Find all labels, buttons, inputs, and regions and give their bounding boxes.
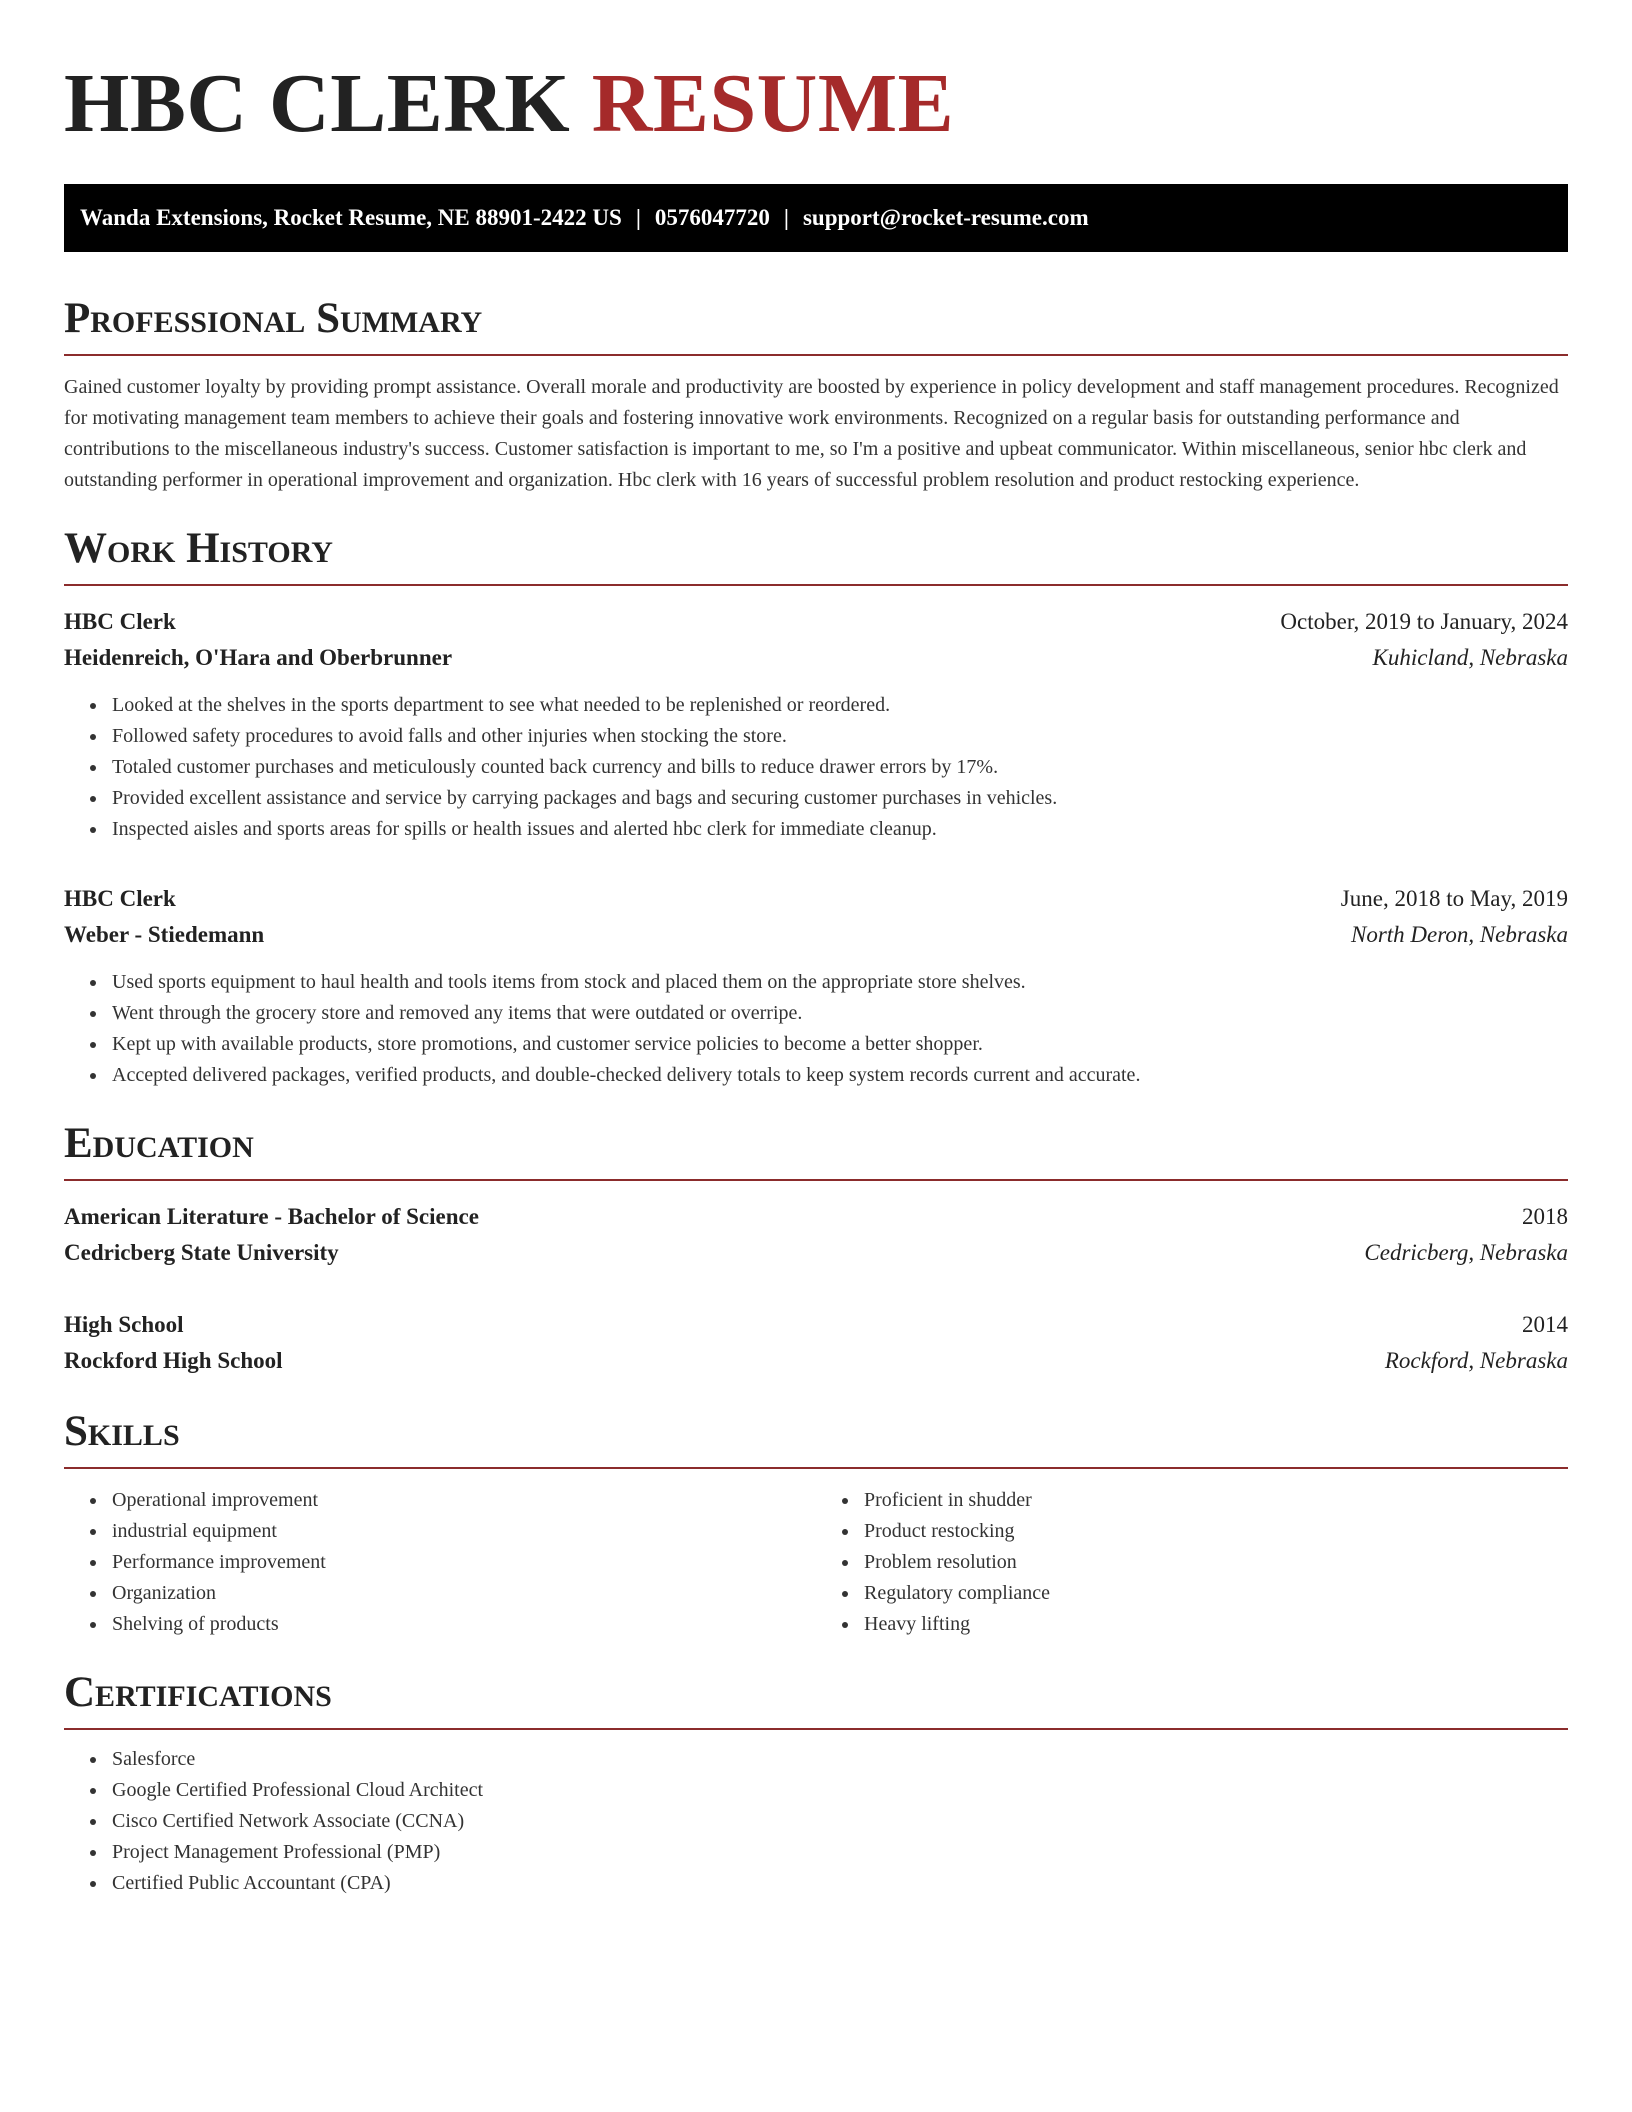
job-location: Kuhicland, Nebraska bbox=[1372, 645, 1568, 670]
job-bullet: • Followed safety procedures to avoid falls and other injuries when stocking the store. bbox=[108, 721, 1568, 752]
certification-item: • Project Management Professional (PMP) bbox=[108, 1837, 1568, 1868]
job-entry bbox=[64, 881, 1568, 1091]
education-entry bbox=[64, 1307, 1568, 1379]
job-bullet: • Went through the grocery store and removed any items that were outdated or overripe. bbox=[108, 998, 1568, 1029]
certification-item: • Certified Public Accountant (CPA) bbox=[108, 1868, 1568, 1899]
skills-column-right bbox=[816, 1485, 1568, 1640]
skill-item: • Operational improvement bbox=[108, 1485, 816, 1516]
education-school: Rockford High School bbox=[64, 1348, 283, 1373]
job-bullets bbox=[64, 967, 1568, 1091]
job-bullet: • Used sports equipment to haul health and tools items from stock and placed them on the appropriate store shelves. bbox=[108, 967, 1568, 998]
contact-separator: | bbox=[635, 205, 641, 230]
job-bullet: • Looked at the shelves in the sports department to see what needed to be replenished or reordered. bbox=[108, 690, 1568, 721]
job-bullet: • Totaled customer purchases and meticulously counted back currency and bills to reduce drawer errors by 17%. bbox=[108, 752, 1568, 783]
job-bullets bbox=[64, 690, 1568, 845]
education-degree: American Literature - Bachelor of Science bbox=[64, 1204, 479, 1229]
skill-item: • Organization bbox=[108, 1578, 816, 1609]
job-dates: June, 2018 to May, 2019 bbox=[1340, 886, 1568, 911]
contact-phone: 0576047720 bbox=[654, 205, 770, 230]
contact-separator: | bbox=[783, 205, 789, 230]
certification-item: • Google Certified Professional Cloud Architect bbox=[108, 1775, 1568, 1806]
job-header-row bbox=[64, 604, 1568, 640]
work-history-heading: Work History bbox=[64, 524, 1568, 586]
education-section bbox=[64, 1119, 1568, 1379]
certifications-section bbox=[64, 1668, 1568, 1899]
job-company-row bbox=[64, 917, 1568, 953]
contact-email: support@rocket-resume.com bbox=[802, 205, 1089, 230]
skill-item: • Product restocking bbox=[860, 1516, 1568, 1547]
education-degree-row bbox=[64, 1199, 1568, 1235]
skill-item: • Problem resolution bbox=[860, 1547, 1568, 1578]
skills-grid bbox=[64, 1485, 1568, 1640]
certifications-list bbox=[64, 1744, 1568, 1899]
skill-item: • Heavy lifting bbox=[860, 1609, 1568, 1640]
education-school-row bbox=[64, 1235, 1568, 1271]
contact-bar bbox=[64, 184, 1568, 252]
skill-item: • Proficient in shudder bbox=[860, 1485, 1568, 1516]
education-location: Rockford, Nebraska bbox=[1384, 1348, 1568, 1373]
job-bullet: • Provided excellent assistance and service by carrying packages and bags and securing customer purchases in vehicles. bbox=[108, 783, 1568, 814]
education-school-row bbox=[64, 1343, 1568, 1379]
education-degree: High School bbox=[64, 1312, 184, 1337]
skill-item: • Regulatory compliance bbox=[860, 1578, 1568, 1609]
skills-heading: Skills bbox=[64, 1407, 1568, 1469]
education-year: 2018 bbox=[1522, 1204, 1568, 1229]
job-location: North Deron, Nebraska bbox=[1350, 922, 1568, 947]
job-company: Heidenreich, O'Hara and Oberbrunner bbox=[64, 645, 453, 670]
contact-address: Wanda Extensions, Rocket Resume, NE 88901-2422 US bbox=[80, 205, 622, 230]
education-degree-row bbox=[64, 1307, 1568, 1343]
skills-column-left bbox=[64, 1485, 816, 1640]
education-year: 2014 bbox=[1522, 1312, 1568, 1337]
job-title: HBC Clerk bbox=[64, 886, 176, 911]
certification-item: • Salesforce bbox=[108, 1744, 1568, 1775]
education-heading: Education bbox=[64, 1119, 1568, 1181]
education-school: Cedricberg State University bbox=[64, 1240, 339, 1265]
certification-item: • Cisco Certified Network Associate (CCNA) bbox=[108, 1806, 1568, 1837]
summary-heading: Professional Summary bbox=[64, 294, 1568, 356]
job-company-row bbox=[64, 640, 1568, 676]
title-accent: RESUME bbox=[591, 57, 955, 150]
skill-item: • Performance improvement bbox=[108, 1547, 816, 1578]
resume-title bbox=[64, 0, 1568, 152]
job-company: Weber - Stiedemann bbox=[64, 922, 265, 947]
job-title: HBC Clerk bbox=[64, 609, 176, 634]
skills-section bbox=[64, 1407, 1568, 1640]
summary-text: Gained customer loyalty by providing prompt assistance. Overall morale and productivity are boosted by experience in policy development and staff management procedures. Recognized for motivating management team members to achieve their goals and fostering innovative work environments. Recognized on a regular basis for outstanding performance and contributions to the miscellaneous industry's success. Customer satisfaction is important to me, so I'm a positive and upbeat communicator. Within miscellaneous, senior hbc clerk and outstanding performer in operational improvement and organization. Hbc clerk with 16 years of successful problem resolution and product restocking experience. bbox=[64, 376, 1559, 491]
title-main: HBC CLERK bbox=[64, 57, 571, 150]
job-bullet: • Accepted delivered packages, verified products, and double-checked delivery totals to keep system records current and accurate. bbox=[108, 1060, 1568, 1091]
skill-item: • industrial equipment bbox=[108, 1516, 816, 1547]
job-entry bbox=[64, 604, 1568, 845]
job-dates: October, 2019 to January, 2024 bbox=[1280, 609, 1568, 634]
work-history-section bbox=[64, 524, 1568, 1091]
certifications-heading: Certifications bbox=[64, 1668, 1568, 1730]
skill-item: • Shelving of products bbox=[108, 1609, 816, 1640]
job-header-row bbox=[64, 881, 1568, 917]
summary-section bbox=[64, 294, 1568, 496]
education-entry bbox=[64, 1199, 1568, 1271]
education-location: Cedricberg, Nebraska bbox=[1364, 1240, 1568, 1265]
job-bullet: • Inspected aisles and sports areas for spills or health issues and alerted hbc clerk for immediate cleanup. bbox=[108, 814, 1568, 845]
job-bullet: • Kept up with available products, store promotions, and customer service policies to become a better shopper. bbox=[108, 1029, 1568, 1060]
